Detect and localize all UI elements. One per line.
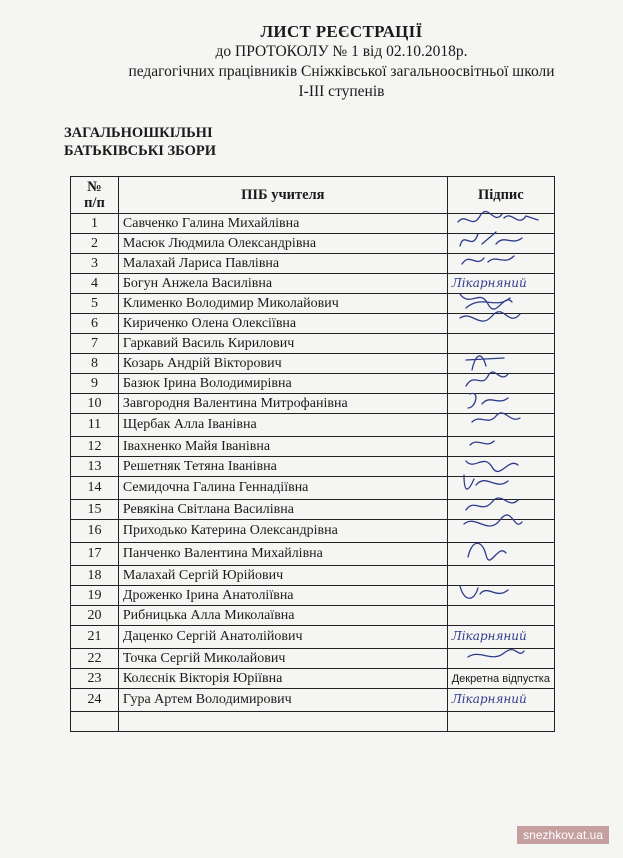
row-number: 20 [71, 606, 119, 626]
teacher-name: Щербак Алла Іванівна [118, 414, 447, 437]
handwritten-signature [452, 643, 542, 671]
column-header-number [71, 177, 119, 214]
document-title: ЛИСТ РЕЄСТРАЦІЇ [260, 22, 423, 41]
teacher-name: Гура Артем Володимирович [118, 689, 447, 712]
teacher-name: Приходько Катерина Олександрівна [118, 520, 447, 543]
teacher-name: Панченко Валентина Михайлівна [118, 543, 447, 566]
table-row [71, 606, 555, 626]
row-number: 14 [71, 477, 119, 500]
row-number: 24 [71, 689, 119, 712]
row-number: 3 [71, 254, 119, 274]
document-subtitle-line2: І-ІІІ ступенів [298, 83, 385, 100]
row-number: 19 [71, 586, 119, 606]
row-number: 8 [71, 354, 119, 374]
table-row [71, 669, 555, 689]
signature-note: Декретна відпустка [451, 672, 550, 685]
handwritten-signature [452, 308, 542, 336]
signature-cell [447, 689, 554, 712]
table-row [71, 254, 555, 274]
signature-cell [447, 254, 554, 274]
table-row [71, 314, 555, 334]
row-number: 21 [71, 626, 119, 649]
row-number: 9 [71, 374, 119, 394]
document-subtitle-line1: педагогічних працівників Сніжківської загальноосвітньої школи [128, 63, 555, 80]
row-number: 16 [71, 520, 119, 543]
section-heading-line1: ЗАГАЛЬНОШКІЛЬНІ [64, 125, 213, 141]
row-number: 15 [71, 500, 119, 520]
teacher-name: Решетняк Тетяна Іванівна [118, 457, 447, 477]
document-subtitle: до ПРОТОКОЛУ № 1 від 02.10.2018р. [215, 43, 468, 60]
section-heading [64, 124, 216, 160]
teacher-name: Даценко Сергій Анатолійович [118, 626, 447, 649]
teacher-name: Івахненко Майя Іванівна [118, 437, 447, 457]
row-number: 10 [71, 394, 119, 414]
teacher-name: Ревякіна Світлана Василівна [118, 500, 447, 520]
teacher-name: Савченко Галина Михайлівна [118, 214, 447, 234]
signature-cell [447, 543, 554, 566]
teacher-name: Гаркавий Василь Кирилович [118, 334, 447, 354]
table-row [71, 649, 555, 669]
row-number: 11 [71, 414, 119, 437]
signature-cell [447, 606, 554, 626]
column-header-number-line1: № [87, 179, 102, 195]
table-row [71, 689, 555, 712]
row-number: 7 [71, 334, 119, 354]
handwritten-signature [452, 537, 542, 565]
teacher-name: Точка Сергій Миколайович [118, 649, 447, 669]
table-body [71, 214, 555, 732]
signature-cell [447, 586, 554, 606]
teacher-name: Клименко Володимир Миколайович [118, 294, 447, 314]
row-number: 18 [71, 566, 119, 586]
teacher-name: Малахай Лариса Павлівна [118, 254, 447, 274]
teacher-name: Козарь Андрій Вікторович [118, 354, 447, 374]
row-number: 2 [71, 234, 119, 254]
table-row [71, 543, 555, 566]
site-watermark: snezhkov.at.ua [517, 826, 609, 844]
section-heading-line2: БАТЬКІВСЬКІ ЗБОРИ [64, 143, 217, 159]
column-header-name: ПІБ учителя [118, 177, 447, 214]
signature-cell [447, 649, 554, 669]
signature-note: Лікарняний [451, 275, 527, 290]
handwritten-signature [452, 580, 542, 608]
teacher-name: Рибницька Алла Миколаївна [118, 606, 447, 626]
teacher-name [118, 712, 447, 732]
row-number: 13 [71, 457, 119, 477]
teacher-name: Кириченко Олена Олексіївна [118, 314, 447, 334]
signature-cell [447, 712, 554, 732]
row-number: 22 [71, 649, 119, 669]
column-header-number-line2: п/п [84, 195, 105, 211]
teacher-name: Дроженко Ірина Анатоліївна [118, 586, 447, 606]
signature-cell [447, 669, 554, 689]
teacher-name: Колєснік Вікторія Юріївна [118, 669, 447, 689]
signature-cell [447, 314, 554, 334]
registration-table [70, 176, 555, 732]
document-header [0, 22, 623, 102]
row-number: 4 [71, 274, 119, 294]
teacher-name: Масюк Людмила Олександрівна [118, 234, 447, 254]
handwritten-signature [452, 248, 542, 276]
column-header-signature: Підпис [447, 177, 554, 214]
row-number: 12 [71, 437, 119, 457]
teacher-name: Богун Анжела Василівна [118, 274, 447, 294]
row-number: 17 [71, 543, 119, 566]
signature-note: Лікарняний [451, 692, 527, 706]
row-number: 23 [71, 669, 119, 689]
row-number: 5 [71, 294, 119, 314]
teacher-name: Малахай Сергій Юрійович [118, 566, 447, 586]
teacher-name: Завгородня Валентина Митрофанівна [118, 394, 447, 414]
table-row [71, 712, 555, 732]
row-number [71, 712, 119, 732]
teacher-name: Семидочна Галина Геннадіївна [118, 477, 447, 500]
teacher-name: Базюк Ірина Володимирівна [118, 374, 447, 394]
row-number: 1 [71, 214, 119, 234]
table-row [71, 586, 555, 606]
row-number: 6 [71, 314, 119, 334]
signature-note: Лікарняний [451, 629, 527, 643]
